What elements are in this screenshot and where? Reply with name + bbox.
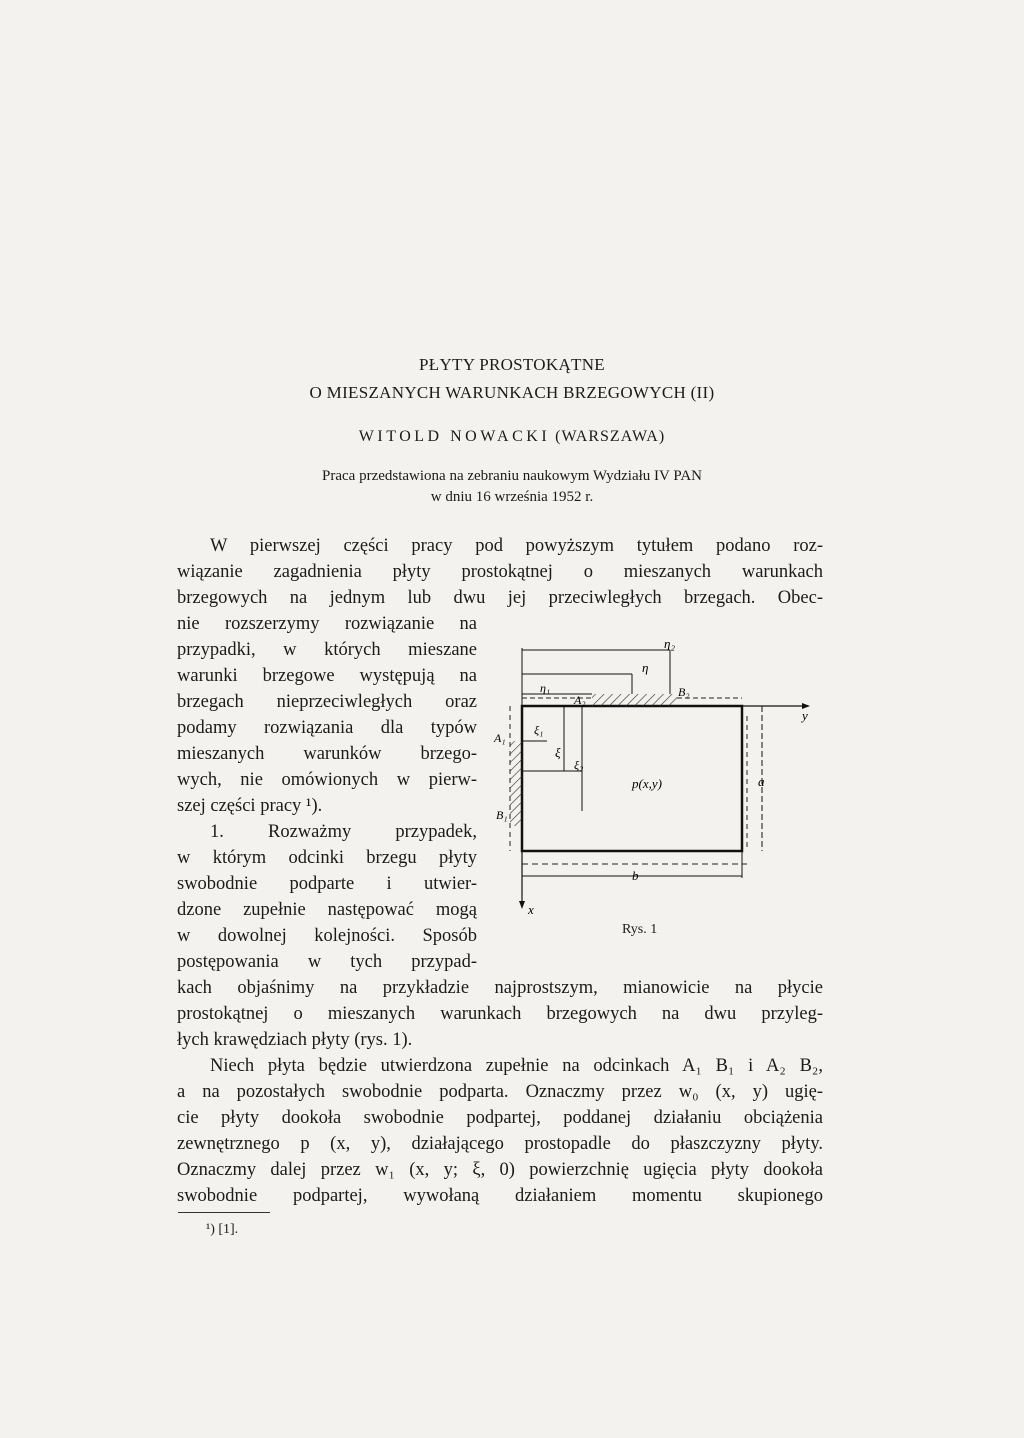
- label-b: b: [632, 868, 639, 883]
- body-line: brzegach nieprzeciwległych oraz: [177, 692, 477, 712]
- body-line: wych, nie omówionych w pierw-: [177, 770, 477, 790]
- label-eta: η: [642, 660, 649, 675]
- label-a: a: [758, 774, 765, 789]
- body-line: łych krawędziach płyty (rys. 1).: [177, 1030, 413, 1050]
- body-line: kach objaśnimy na przykładzie najprostszym, mianowicie na płycie: [177, 978, 823, 998]
- plate-diagram-svg: [492, 636, 822, 946]
- body-line: Niech płyta będzie utwierdzona zupełnie na odcinkach A₁ B₁ i A₂ B₂,: [210, 1056, 823, 1076]
- body-line: mieszanych warunków brzego-: [177, 744, 477, 764]
- label-B2: B₂: [678, 685, 690, 699]
- footnote: ¹) [1].: [206, 1222, 239, 1237]
- body-line: cie płyty dookoła swobodnie podpartej, poddanej działaniu obciążenia: [177, 1108, 823, 1128]
- clamped-edge-left-hatch: [510, 741, 522, 826]
- label-xi1: ξ₁: [534, 723, 544, 737]
- body-line: szej części pracy ¹).: [177, 796, 323, 816]
- title-line-1: PŁYTY PROSTOKĄTNE: [419, 355, 605, 374]
- body-line: postępowania w tych przypad-: [177, 952, 477, 972]
- body-line: podamy rozwiązania dla typów: [177, 718, 477, 738]
- label-xi: ξ: [555, 745, 561, 760]
- figure-plate-diagram: [492, 636, 822, 946]
- body-line: przypadki, w których mieszane: [177, 640, 477, 660]
- body-line: swobodnie podpartej, wywołaną działaniem momentu skupionego: [177, 1186, 823, 1206]
- label-load: p(x,y): [632, 776, 662, 791]
- body-line: prostokątnej o mieszanych warunkach brzegowych na dwu przyleg-: [177, 1004, 823, 1024]
- label-eta1: η₁: [540, 681, 551, 695]
- presentation-note-line-1: Praca przedstawiona na zebraniu naukowym Wydziału IV PAN: [322, 468, 702, 484]
- label-y: y: [802, 708, 808, 723]
- author-line: [0, 428, 1024, 446]
- body-line: dzone zupełnie następować mogą: [177, 900, 477, 920]
- body-line: zewnętrznego p (x, y), działającego prostopadle do płaszczyzny płyty.: [177, 1134, 823, 1154]
- label-A2: A₂: [574, 693, 586, 707]
- body-line: a na pozostałych swobodnie podparta. Oznaczmy przez w₀ (x, y) ugię-: [177, 1082, 823, 1102]
- label-A1: A₁: [494, 731, 506, 745]
- body-line: 1. Rozważmy przypadek,: [210, 822, 477, 842]
- body-line: W pierwszej części pracy pod powyższym tytułem podano roz-: [210, 536, 823, 556]
- clamped-edge-top-hatch: [592, 694, 677, 706]
- author-name: WITOLD NOWACKI: [358, 428, 551, 445]
- figure-caption: Rys. 1: [622, 922, 658, 937]
- presentation-note-line-2: w dniu 16 września 1952 r.: [430, 489, 594, 505]
- body-line: wiązanie zagadnienia płyty prostokątnej o mieszanych warunkach: [177, 562, 823, 582]
- label-x: x: [528, 902, 534, 917]
- body-line: w którym odcinki brzegu płyty: [177, 848, 477, 868]
- footnote-rule: [178, 1212, 270, 1213]
- body-line: Oznaczmy dalej przez w₁ (x, y; ξ, 0) powierzchnię ugięcia płyty dookoła: [177, 1160, 823, 1180]
- label-eta2: η₂: [664, 636, 675, 651]
- body-line: warunki brzegowe występują na: [177, 666, 477, 686]
- author-affiliation: (WARSZAWA): [555, 428, 666, 445]
- body-line: w dowolnej kolejności. Sposób: [177, 926, 477, 946]
- title-line-2: O MIESZANYCH WARUNKACH BRZEGOWYCH (II): [309, 383, 715, 402]
- body-line: brzegowych na jednym lub dwu jej przeciwległych brzegach. Obec-: [177, 588, 823, 608]
- label-xi2: ξ₂: [574, 758, 584, 772]
- body-line: swobodnie podparte i utwier-: [177, 874, 477, 894]
- label-B1: B₁: [496, 808, 508, 822]
- body-line: nie rozszerzymy rozwiązanie na: [177, 614, 477, 634]
